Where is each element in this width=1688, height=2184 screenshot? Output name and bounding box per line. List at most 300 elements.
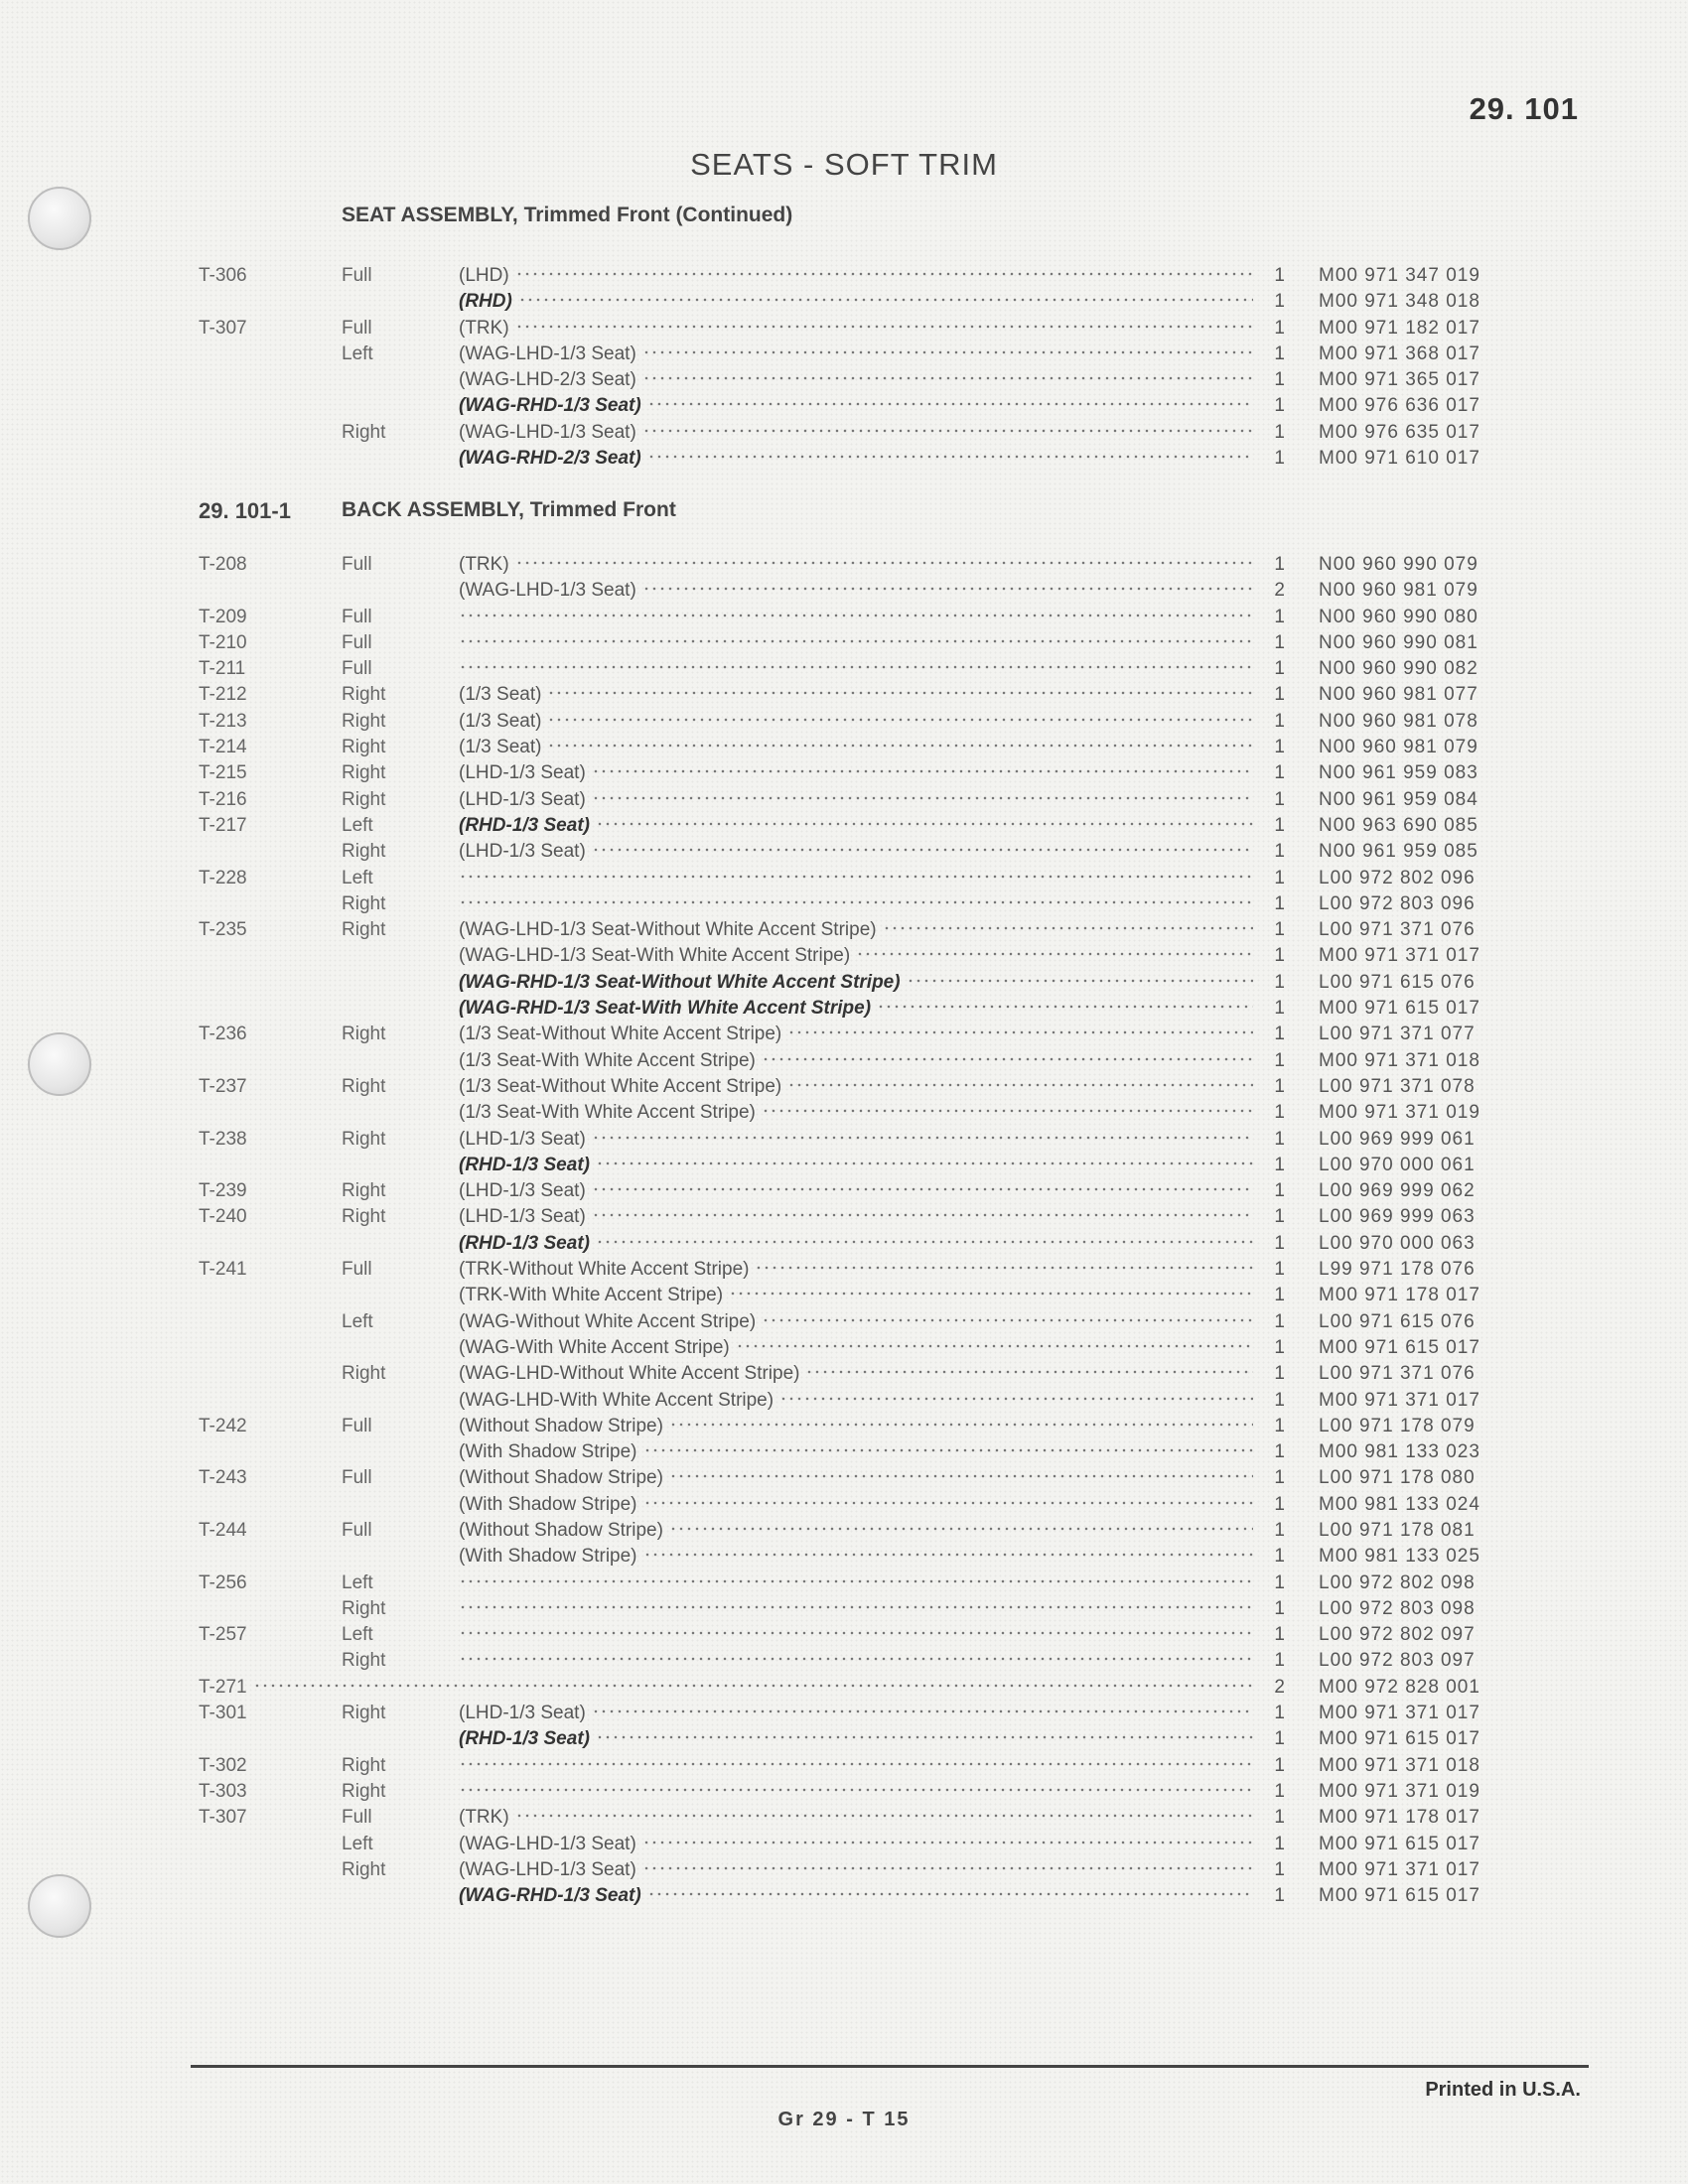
part-description: (1/3 Seat) — [459, 710, 542, 732]
part-code: T-208 — [199, 554, 247, 575]
parts-row — [199, 866, 1549, 891]
part-side: Right — [342, 919, 386, 941]
parts-row — [199, 1726, 1549, 1752]
parts-row — [199, 787, 1549, 813]
parts-row — [199, 1335, 1549, 1361]
part-side: Right — [342, 1363, 386, 1385]
part-number: M00 971 371 019 — [1319, 1102, 1480, 1124]
part-quantity: 1 — [1274, 1624, 1285, 1646]
part-description: (LHD) — [459, 265, 509, 286]
part-quantity: 1 — [1274, 369, 1285, 391]
part-number: N00 960 981 079 — [1319, 580, 1478, 602]
parts-row — [199, 1779, 1549, 1805]
part-description: (WAG-LHD-With White Accent Stripe) — [459, 1389, 774, 1411]
part-code: T-238 — [199, 1128, 247, 1150]
part-quantity: 1 — [1274, 1336, 1285, 1358]
part-quantity: 1 — [1274, 867, 1285, 888]
part-number: N00 960 990 079 — [1319, 554, 1478, 575]
part-number: M00 971 371 017 — [1319, 1389, 1480, 1411]
part-number: M00 981 133 024 — [1319, 1493, 1480, 1515]
part-number: L00 972 802 096 — [1319, 867, 1476, 888]
part-code: T-242 — [199, 1415, 247, 1436]
section-title: SEAT ASSEMBLY, Trimmed Front (Continued) — [342, 204, 793, 226]
part-number: L00 971 371 077 — [1319, 1024, 1476, 1045]
part-number: M00 971 347 019 — [1319, 265, 1480, 286]
part-code: T-307 — [199, 1807, 247, 1829]
part-description: (LHD-1/3 Seat) — [459, 841, 586, 863]
part-side: Right — [342, 788, 386, 810]
part-number: M00 971 615 017 — [1319, 1336, 1480, 1358]
part-number: L00 971 371 076 — [1319, 1363, 1476, 1385]
parts-row — [199, 1518, 1549, 1544]
part-number: M00 971 615 017 — [1319, 998, 1480, 1020]
part-number: N00 960 981 078 — [1319, 710, 1478, 732]
dot-leader — [459, 1604, 1253, 1610]
part-number: L00 971 371 078 — [1319, 1075, 1476, 1097]
parts-row — [199, 709, 1549, 735]
part-side: Left — [342, 1624, 373, 1646]
part-code: T-301 — [199, 1703, 247, 1724]
part-description: (WAG-Without White Accent Stripe) — [459, 1310, 757, 1332]
part-code: T-214 — [199, 737, 247, 758]
part-side: Right — [342, 1180, 386, 1202]
part-code: T-243 — [199, 1467, 247, 1489]
punch-hole — [28, 1874, 91, 1938]
parts-row — [199, 1857, 1549, 1883]
part-side: Right — [342, 1206, 386, 1228]
part-number: L00 970 000 063 — [1319, 1232, 1476, 1254]
part-description: (LHD-1/3 Seat) — [459, 1180, 586, 1202]
part-quantity: 1 — [1274, 1049, 1285, 1071]
part-code: T-239 — [199, 1180, 247, 1202]
part-side: Right — [342, 841, 386, 863]
part-number: L00 972 803 098 — [1319, 1597, 1476, 1619]
part-number: M00 971 371 019 — [1319, 1780, 1480, 1802]
part-description: (Without Shadow Stripe) — [459, 1415, 663, 1436]
binder-holes — [28, 0, 107, 2184]
part-side: Right — [342, 1024, 386, 1045]
part-description: (1/3 Seat-Without White Accent Stripe) — [459, 1024, 782, 1045]
part-number: L00 969 999 063 — [1319, 1206, 1476, 1228]
part-quantity: 1 — [1274, 1807, 1285, 1829]
part-number: M00 976 636 017 — [1319, 395, 1480, 417]
parts-row — [199, 1361, 1549, 1387]
part-description: (With Shadow Stripe) — [459, 1546, 637, 1568]
part-description: (WAG-LHD-1/3 Seat) — [459, 421, 636, 443]
part-side: Full — [342, 1519, 372, 1541]
part-code: T-302 — [199, 1754, 247, 1776]
parts-row — [199, 1701, 1549, 1726]
part-side: Full — [342, 265, 372, 286]
part-code: T-235 — [199, 919, 247, 941]
parts-row — [199, 917, 1549, 943]
parts-row — [199, 263, 1549, 289]
part-number: M00 971 178 017 — [1319, 1285, 1480, 1306]
part-number: N00 960 990 082 — [1319, 658, 1478, 680]
part-number: L00 972 803 096 — [1319, 892, 1476, 914]
part-code: T-306 — [199, 265, 247, 286]
parts-row — [199, 316, 1549, 341]
part-number: M00 971 178 017 — [1319, 1807, 1480, 1829]
parts-row — [199, 1100, 1549, 1126]
part-number: M00 981 133 023 — [1319, 1441, 1480, 1463]
parts-row — [199, 943, 1549, 969]
part-number: M00 971 615 017 — [1319, 1885, 1480, 1907]
part-number: M00 971 371 018 — [1319, 1049, 1480, 1071]
part-number: N00 961 959 084 — [1319, 788, 1478, 810]
section-seat-assembly — [199, 204, 1549, 472]
dot-leader — [459, 613, 1253, 618]
part-side: Full — [342, 658, 372, 680]
part-side: Right — [342, 710, 386, 732]
part-code: T-212 — [199, 684, 247, 706]
part-description: (WAG-LHD-1/3 Seat-Without White Accent Stripe) — [459, 919, 877, 941]
part-quantity: 1 — [1274, 1519, 1285, 1541]
part-quantity: 1 — [1274, 554, 1285, 575]
punch-hole — [28, 1032, 91, 1096]
part-quantity: 1 — [1274, 892, 1285, 914]
dot-leader — [459, 638, 1253, 644]
parts-row — [199, 552, 1549, 578]
part-side: Full — [342, 554, 372, 575]
part-side: Full — [342, 1467, 372, 1489]
part-description: (WAG-RHD-1/3 Seat) — [459, 1885, 641, 1907]
part-side: Left — [342, 1571, 373, 1593]
part-quantity: 1 — [1274, 1441, 1285, 1463]
parts-row — [199, 630, 1549, 656]
part-quantity: 1 — [1274, 1833, 1285, 1854]
part-code: T-210 — [199, 631, 247, 653]
parts-row — [199, 1283, 1549, 1308]
part-quantity: 1 — [1274, 1467, 1285, 1489]
parts-row — [199, 1544, 1549, 1570]
part-description: (WAG-LHD-Without White Accent Stripe) — [459, 1363, 800, 1385]
part-number: M00 971 371 017 — [1319, 1858, 1480, 1880]
part-quantity: 1 — [1274, 1885, 1285, 1907]
punch-hole — [28, 187, 91, 250]
parts-row — [199, 735, 1549, 760]
part-quantity: 1 — [1274, 342, 1285, 364]
part-number: L00 969 999 061 — [1319, 1128, 1476, 1150]
parts-row — [199, 605, 1549, 630]
page-number: 29. 101 — [1469, 91, 1579, 126]
part-code: T-307 — [199, 317, 247, 339]
part-code: T-211 — [199, 658, 246, 680]
part-number: L00 971 178 079 — [1319, 1415, 1476, 1436]
part-number: L00 971 615 076 — [1319, 1310, 1476, 1332]
part-quantity: 1 — [1274, 684, 1285, 706]
part-description: (LHD-1/3 Seat) — [459, 762, 586, 784]
parts-row — [199, 1231, 1549, 1257]
part-quantity: 2 — [1274, 580, 1285, 602]
part-description: (With Shadow Stripe) — [459, 1493, 637, 1515]
part-code: T-240 — [199, 1206, 247, 1228]
part-quantity: 1 — [1274, 945, 1285, 967]
dot-leader — [459, 1656, 1253, 1662]
part-quantity: 1 — [1274, 317, 1285, 339]
part-number: M00 971 371 017 — [1319, 945, 1480, 967]
part-quantity: 1 — [1274, 1075, 1285, 1097]
part-quantity: 1 — [1274, 1154, 1285, 1175]
parts-row — [199, 1022, 1549, 1047]
part-number: L00 971 178 081 — [1319, 1519, 1476, 1541]
part-side: Full — [342, 1415, 372, 1436]
part-side: Right — [342, 1075, 386, 1097]
part-description: (LHD-1/3 Seat) — [459, 1703, 586, 1724]
part-code: T-237 — [199, 1075, 247, 1097]
part-side: Left — [342, 867, 373, 888]
parts-row — [199, 1622, 1549, 1648]
part-side: Right — [342, 421, 386, 443]
part-number: M00 971 615 017 — [1319, 1728, 1480, 1750]
part-quantity: 1 — [1274, 1780, 1285, 1802]
part-quantity: 1 — [1274, 737, 1285, 758]
part-description: (WAG-RHD-1/3 Seat) — [459, 395, 641, 417]
part-description: (WAG-LHD-1/3 Seat-With White Accent Stripe) — [459, 945, 851, 967]
part-number: M00 981 133 025 — [1319, 1546, 1480, 1568]
part-description: (1/3 Seat-Without White Accent Stripe) — [459, 1075, 782, 1097]
part-quantity: 1 — [1274, 1493, 1285, 1515]
dot-leader — [459, 1630, 1253, 1636]
parts-row — [199, 682, 1549, 708]
part-number: M00 971 348 018 — [1319, 291, 1480, 313]
parts-row — [199, 1883, 1549, 1909]
part-number: N00 961 959 083 — [1319, 762, 1478, 784]
part-code: T-236 — [199, 1024, 247, 1045]
part-description: (WAG-LHD-2/3 Seat) — [459, 369, 636, 391]
part-description: (TRK) — [459, 1807, 509, 1829]
part-description: (RHD-1/3 Seat) — [459, 814, 590, 836]
parts-row — [199, 1204, 1549, 1230]
part-description: (1/3 Seat-With White Accent Stripe) — [459, 1102, 756, 1124]
part-number: M00 971 182 017 — [1319, 317, 1480, 339]
parts-row — [199, 289, 1549, 315]
part-description: (WAG-LHD-1/3 Seat) — [459, 342, 636, 364]
dot-leader — [459, 1787, 1253, 1793]
part-quantity: 1 — [1274, 814, 1285, 836]
part-side: Right — [342, 684, 386, 706]
part-side: Right — [342, 762, 386, 784]
part-number: N00 963 690 085 — [1319, 814, 1478, 836]
part-quantity: 1 — [1274, 1128, 1285, 1150]
part-number: L00 970 000 061 — [1319, 1154, 1476, 1175]
parts-row — [199, 446, 1549, 472]
part-quantity: 1 — [1274, 841, 1285, 863]
part-number: L00 971 178 080 — [1319, 1467, 1476, 1489]
part-quantity: 1 — [1274, 1858, 1285, 1880]
parts-row — [199, 891, 1549, 917]
parts-row — [199, 1465, 1549, 1491]
part-description: (RHD-1/3 Seat) — [459, 1728, 590, 1750]
part-number: N00 961 959 085 — [1319, 841, 1478, 863]
parts-row — [199, 1178, 1549, 1204]
parts-row — [199, 1492, 1549, 1518]
dot-leader — [253, 1683, 1253, 1689]
part-quantity: 1 — [1274, 448, 1285, 470]
parts-row — [199, 996, 1549, 1022]
part-quantity: 1 — [1274, 395, 1285, 417]
part-quantity: 1 — [1274, 658, 1285, 680]
part-side: Right — [342, 1858, 386, 1880]
part-code: T-216 — [199, 788, 247, 810]
part-description: (1/3 Seat-With White Accent Stripe) — [459, 1049, 756, 1071]
parts-row — [199, 1414, 1549, 1439]
part-quantity: 1 — [1274, 1546, 1285, 1568]
part-number: M00 976 635 017 — [1319, 421, 1480, 443]
part-quantity: 1 — [1274, 1102, 1285, 1124]
part-description: (RHD-1/3 Seat) — [459, 1232, 590, 1254]
part-side: Full — [342, 1259, 372, 1281]
part-code: T-244 — [199, 1519, 247, 1541]
parts-row — [199, 813, 1549, 839]
footer-divider — [191, 2065, 1589, 2068]
section-heading — [199, 498, 1549, 538]
dot-leader — [459, 1578, 1253, 1584]
part-side: Left — [342, 814, 373, 836]
part-quantity: 2 — [1274, 1676, 1285, 1698]
part-number: M00 972 828 001 — [1319, 1676, 1480, 1698]
part-quantity: 1 — [1274, 1363, 1285, 1385]
parts-row — [199, 1570, 1549, 1596]
part-side: Full — [342, 631, 372, 653]
section-back-assembly — [199, 498, 1549, 1909]
part-description: (TRK-Without White Accent Stripe) — [459, 1259, 750, 1281]
part-number: N00 960 981 077 — [1319, 684, 1478, 706]
part-number: M00 971 615 017 — [1319, 1833, 1480, 1854]
part-quantity: 1 — [1274, 1285, 1285, 1306]
part-code: T-213 — [199, 710, 247, 732]
printed-note: Printed in U.S.A. — [1425, 2079, 1581, 2101]
part-quantity: 1 — [1274, 631, 1285, 653]
part-description: (1/3 Seat) — [459, 684, 542, 706]
part-number: M00 971 365 017 — [1319, 369, 1480, 391]
part-code: T-209 — [199, 606, 247, 627]
part-code: T-228 — [199, 867, 247, 888]
part-description: (RHD-1/3 Seat) — [459, 1154, 590, 1175]
part-number: L00 972 802 098 — [1319, 1571, 1476, 1593]
parts-row — [199, 341, 1549, 367]
parts-row — [199, 656, 1549, 682]
part-side: Left — [342, 342, 373, 364]
part-description: (WAG-RHD-2/3 Seat) — [459, 448, 641, 470]
part-description: (1/3 Seat) — [459, 737, 542, 758]
part-quantity: 1 — [1274, 1571, 1285, 1593]
part-code: T-257 — [199, 1624, 247, 1646]
part-quantity: 1 — [1274, 421, 1285, 443]
section-code: 29. 101-1 — [199, 498, 291, 523]
part-description: (TRK-With White Accent Stripe) — [459, 1285, 724, 1306]
part-side: Right — [342, 1597, 386, 1619]
part-description: (WAG-RHD-1/3 Seat-With White Accent Stripe) — [459, 998, 872, 1020]
parts-list — [199, 552, 1549, 1909]
parts-row — [199, 1753, 1549, 1779]
parts-list — [199, 263, 1549, 472]
part-description: (LHD-1/3 Seat) — [459, 788, 586, 810]
part-description: (With Shadow Stripe) — [459, 1441, 637, 1463]
part-description: (Without Shadow Stripe) — [459, 1467, 663, 1489]
parts-row — [199, 839, 1549, 865]
part-quantity: 1 — [1274, 291, 1285, 313]
part-side: Right — [342, 737, 386, 758]
parts-row — [199, 1257, 1549, 1283]
parts-row — [199, 1596, 1549, 1622]
part-description: (WAG-With White Accent Stripe) — [459, 1336, 730, 1358]
part-quantity: 1 — [1274, 1597, 1285, 1619]
part-number: M00 971 368 017 — [1319, 342, 1480, 364]
group-page-number: Gr 29 - T 15 — [777, 2109, 911, 2130]
page-title: SEATS - SOFT TRIM — [690, 147, 998, 182]
part-number: L99 971 178 076 — [1319, 1259, 1476, 1281]
part-quantity: 1 — [1274, 1024, 1285, 1045]
part-quantity: 1 — [1274, 919, 1285, 941]
part-quantity: 1 — [1274, 971, 1285, 993]
part-number: N00 960 981 079 — [1319, 737, 1478, 758]
part-description: (WAG-LHD-1/3 Seat) — [459, 580, 636, 602]
parts-row — [199, 1048, 1549, 1074]
part-side: Right — [342, 1780, 386, 1802]
part-side: Right — [342, 1703, 386, 1724]
parts-row — [199, 367, 1549, 393]
part-quantity: 1 — [1274, 265, 1285, 286]
part-code: T-271 — [199, 1676, 247, 1698]
part-description: (WAG-LHD-1/3 Seat) — [459, 1833, 636, 1854]
parts-row — [199, 1153, 1549, 1178]
part-number: M00 971 371 017 — [1319, 1703, 1480, 1724]
part-quantity: 1 — [1274, 1259, 1285, 1281]
dot-leader — [459, 1761, 1253, 1767]
parts-row — [199, 420, 1549, 446]
parts-row — [199, 1805, 1549, 1831]
part-quantity: 1 — [1274, 1389, 1285, 1411]
part-number: L00 972 803 097 — [1319, 1650, 1476, 1672]
part-quantity: 1 — [1274, 1650, 1285, 1672]
parts-row — [199, 1388, 1549, 1414]
part-side: Right — [342, 1128, 386, 1150]
part-code: T-241 — [199, 1259, 247, 1281]
parts-row — [199, 1309, 1549, 1335]
part-number: N00 960 990 081 — [1319, 631, 1478, 653]
part-number: M00 971 610 017 — [1319, 448, 1480, 470]
part-side: Left — [342, 1310, 373, 1332]
part-description: (LHD-1/3 Seat) — [459, 1128, 586, 1150]
dot-leader — [459, 899, 1253, 905]
part-description: (WAG-RHD-1/3 Seat-Without White Accent Stripe) — [459, 971, 901, 993]
dot-leader — [459, 664, 1253, 670]
dot-leader — [459, 874, 1253, 880]
part-quantity: 1 — [1274, 762, 1285, 784]
part-quantity: 1 — [1274, 998, 1285, 1020]
part-description: (LHD-1/3 Seat) — [459, 1206, 586, 1228]
part-quantity: 1 — [1274, 1310, 1285, 1332]
part-quantity: 1 — [1274, 1728, 1285, 1750]
part-quantity: 1 — [1274, 788, 1285, 810]
part-quantity: 1 — [1274, 1703, 1285, 1724]
part-description: (WAG-LHD-1/3 Seat) — [459, 1858, 636, 1880]
parts-row — [199, 1127, 1549, 1153]
part-number: M00 971 371 018 — [1319, 1754, 1480, 1776]
part-quantity: 1 — [1274, 1232, 1285, 1254]
parts-row — [199, 760, 1549, 786]
parts-row — [199, 1675, 1549, 1701]
part-code: T-215 — [199, 762, 247, 784]
part-side: Full — [342, 317, 372, 339]
part-description: (Without Shadow Stripe) — [459, 1519, 663, 1541]
section-title: BACK ASSEMBLY, Trimmed Front — [342, 498, 676, 521]
part-description: (TRK) — [459, 317, 509, 339]
parts-row — [199, 1074, 1549, 1100]
part-number: N00 960 990 080 — [1319, 606, 1478, 627]
part-side: Full — [342, 1807, 372, 1829]
